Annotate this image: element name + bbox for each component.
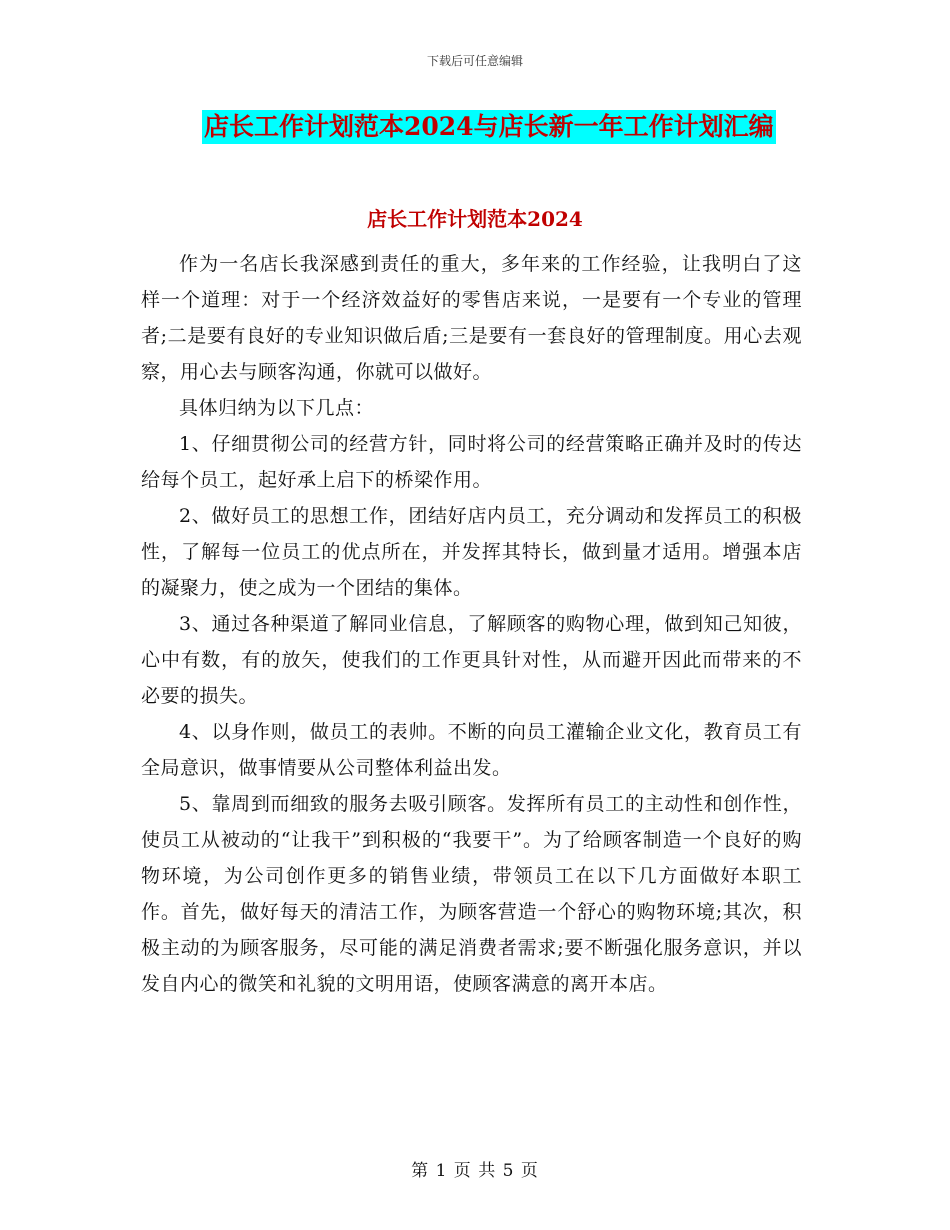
body-paragraph: 1、仔细贯彻公司的经营方针，同时将公司的经营策略正确并及时的传达给每个员工，起好承上启下的桥梁作用。	[141, 433, 802, 491]
body-paragraph: 2、做好员工的思想工作，团结好店内员工，充分调动和发挥员工的积极性，了解每一位员工的优点所在，并发挥其特长，做到量才适用。增强本店的凝聚力，使之成为一个团结的集体。	[141, 505, 802, 599]
document-body	[141, 246, 802, 1002]
section-subtitle: 店长工作计划范本2024	[367, 207, 583, 231]
header-note: 下载后可任意编辑	[426, 54, 523, 68]
body-paragraph: 4、以身作则，做员工的表帅。不断的向员工灌输企业文化，教育员工有全局意识，做事情要从公司整体利益出发。	[141, 721, 802, 779]
body-paragraph: 5、靠周到而细致的服务去吸引顾客。发挥所有员工的主动性和创作性，使员工从被动的“让我干”到积极的“我要干”。为了给顾客制造一个良好的购物环境，为公司创作更多的销售业绩，带领员工在以下几方面做好本职工作。首先，做好每天的清洁工作，为顾客营造一个舒心的购物环境;其次，积极主动的为顾客服务，尽可能的满足消费者需求;要不断强化服务意识，并以发自内心的微笑和礼貌的文明用语，使顾客满意的离开本店。	[141, 793, 802, 995]
page-number-footer: 第 1 页 共 5 页	[411, 1161, 539, 1181]
body-paragraph: 作为一名店长我深感到责任的重大，多年来的工作经验，让我明白了这样一个道理：对于一个经济效益好的零售店来说，一是要有一个专业的管理者;二是要有良好的专业知识做后盾;三是要有一套良好的管理制度。用心去观察，用心去与顾客沟通，你就可以做好。	[141, 253, 802, 383]
document-title: 店长工作计划范本2024与店长新一年工作计划汇编	[202, 110, 776, 144]
body-paragraph: 3、通过各种渠道了解同业信息，了解顾客的购物心理，做到知己知彼，心中有数，有的放矢，使我们的工作更具针对性，从而避开因此而带来的不必要的损失。	[141, 613, 802, 707]
body-paragraph: 具体归纳为以下几点：	[179, 397, 375, 419]
